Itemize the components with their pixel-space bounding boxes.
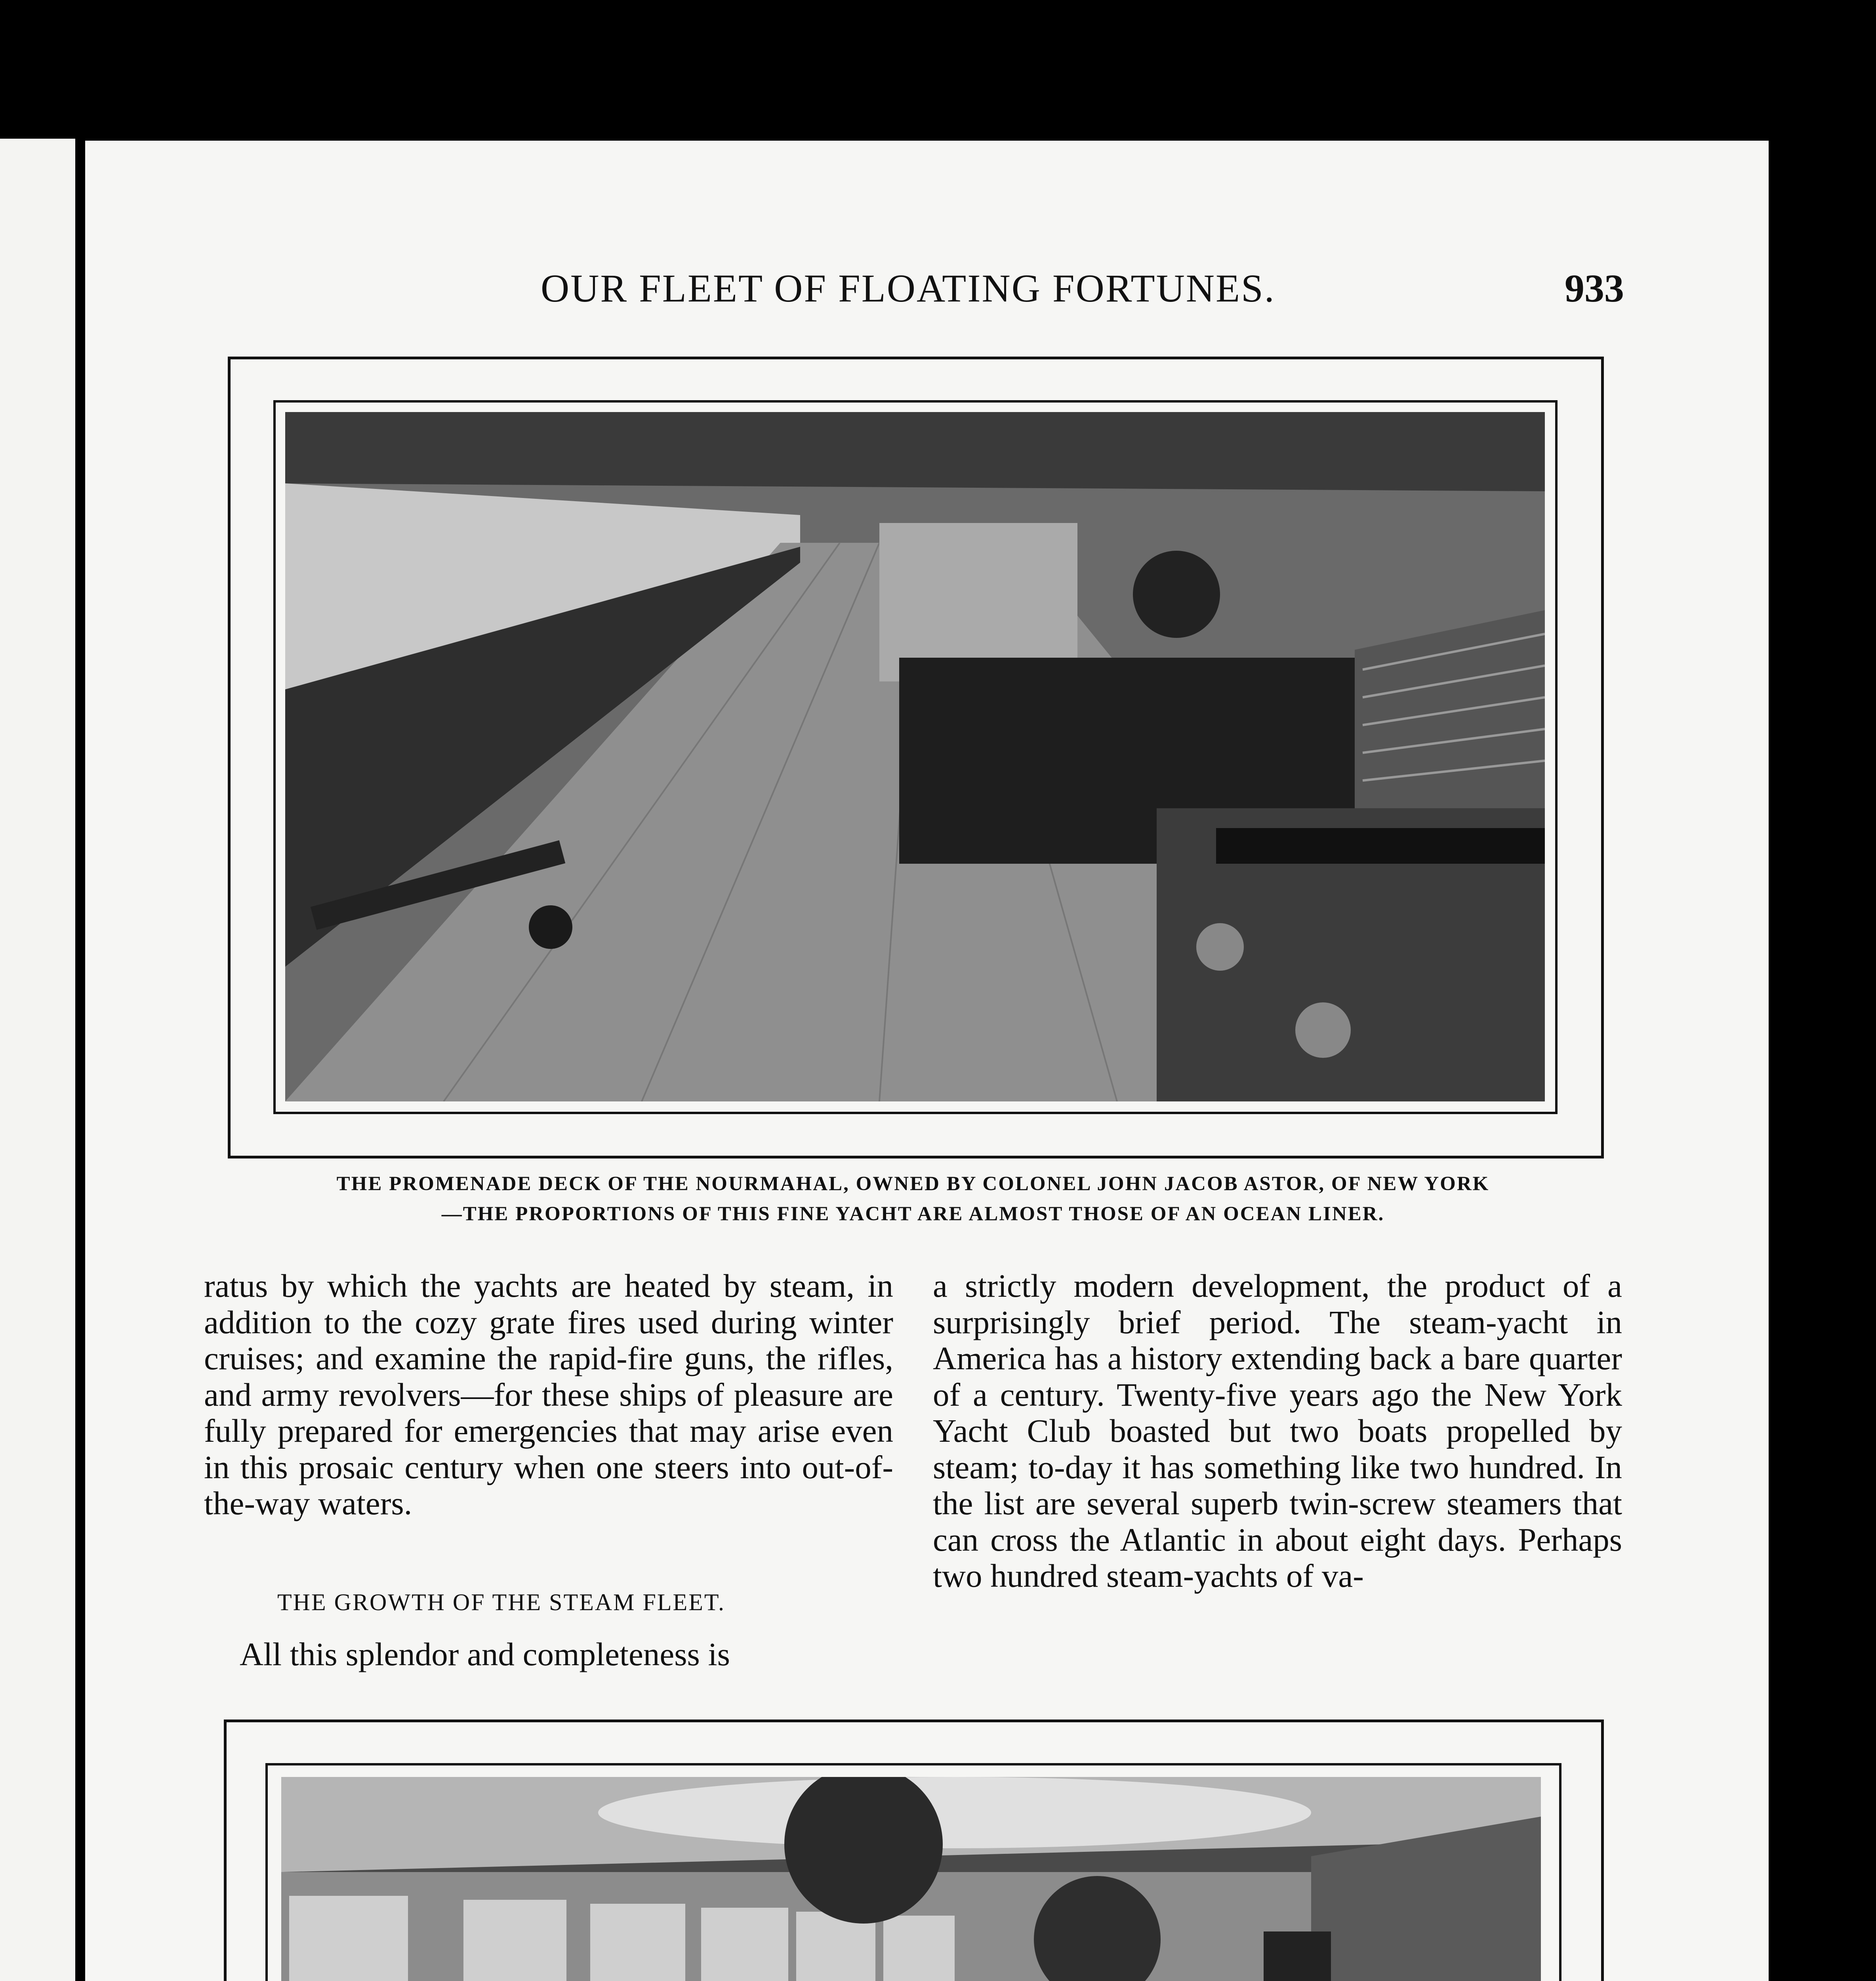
figure-1-caption-line-1: THE PROMENADE DECK OF THE NOURMAHAL, OWNED BY COLONEL JOHN JACOB ASTOR, OF NEW YORK <box>336 1173 1490 1195</box>
promenade-deck-photo <box>285 412 1545 1101</box>
figure-1-caption-line-2: —THE PROPORTIONS OF THIS FINE YACHT ARE ALMOST THOSE OF AN OCEAN LINER. <box>441 1203 1385 1225</box>
right-text-column <box>933 1268 1622 1594</box>
left-column-paragraph: ratus by which the yachts are heated by steam, in addition to the cozy grate fires used during winter cruises; and examine the rapid-fire guns, the rifles, and army revolvers—for these ships of pleasure are fully prepared for emergencies that may arise even in this prosaic century when one steers into out-of-the-way waters. <box>204 1267 893 1521</box>
dining-hall-photo <box>281 1777 1541 1981</box>
left-column-paragraph-2-text: All this splendor and completeness is <box>240 1636 730 1672</box>
running-title: OUR FLEET OF FLOATING FORTUNES. <box>541 266 1275 310</box>
right-column-paragraph: a strictly modern development, the product of a surprisingly brief period. The steam-yacht in America has a history extending back a bare quarter of a century. Twenty-five years ago the New York Yacht Club boasted but two boats propelled by steam; to-day it has something like two hundred. In the list are several superb twin-screw steamers that can cross the Atlantic in about eight days. Perhaps two hundred steam-yachts of va- <box>933 1267 1622 1594</box>
left-column-paragraph-2 <box>204 1636 893 1673</box>
facing-page-edge <box>0 139 75 1981</box>
page-number: 933 <box>1565 266 1624 310</box>
figure-1-caption <box>228 1169 1598 1229</box>
section-subheading: THE GROWTH OF THE STEAM FLEET. <box>277 1589 726 1615</box>
left-text-column <box>204 1268 893 1522</box>
